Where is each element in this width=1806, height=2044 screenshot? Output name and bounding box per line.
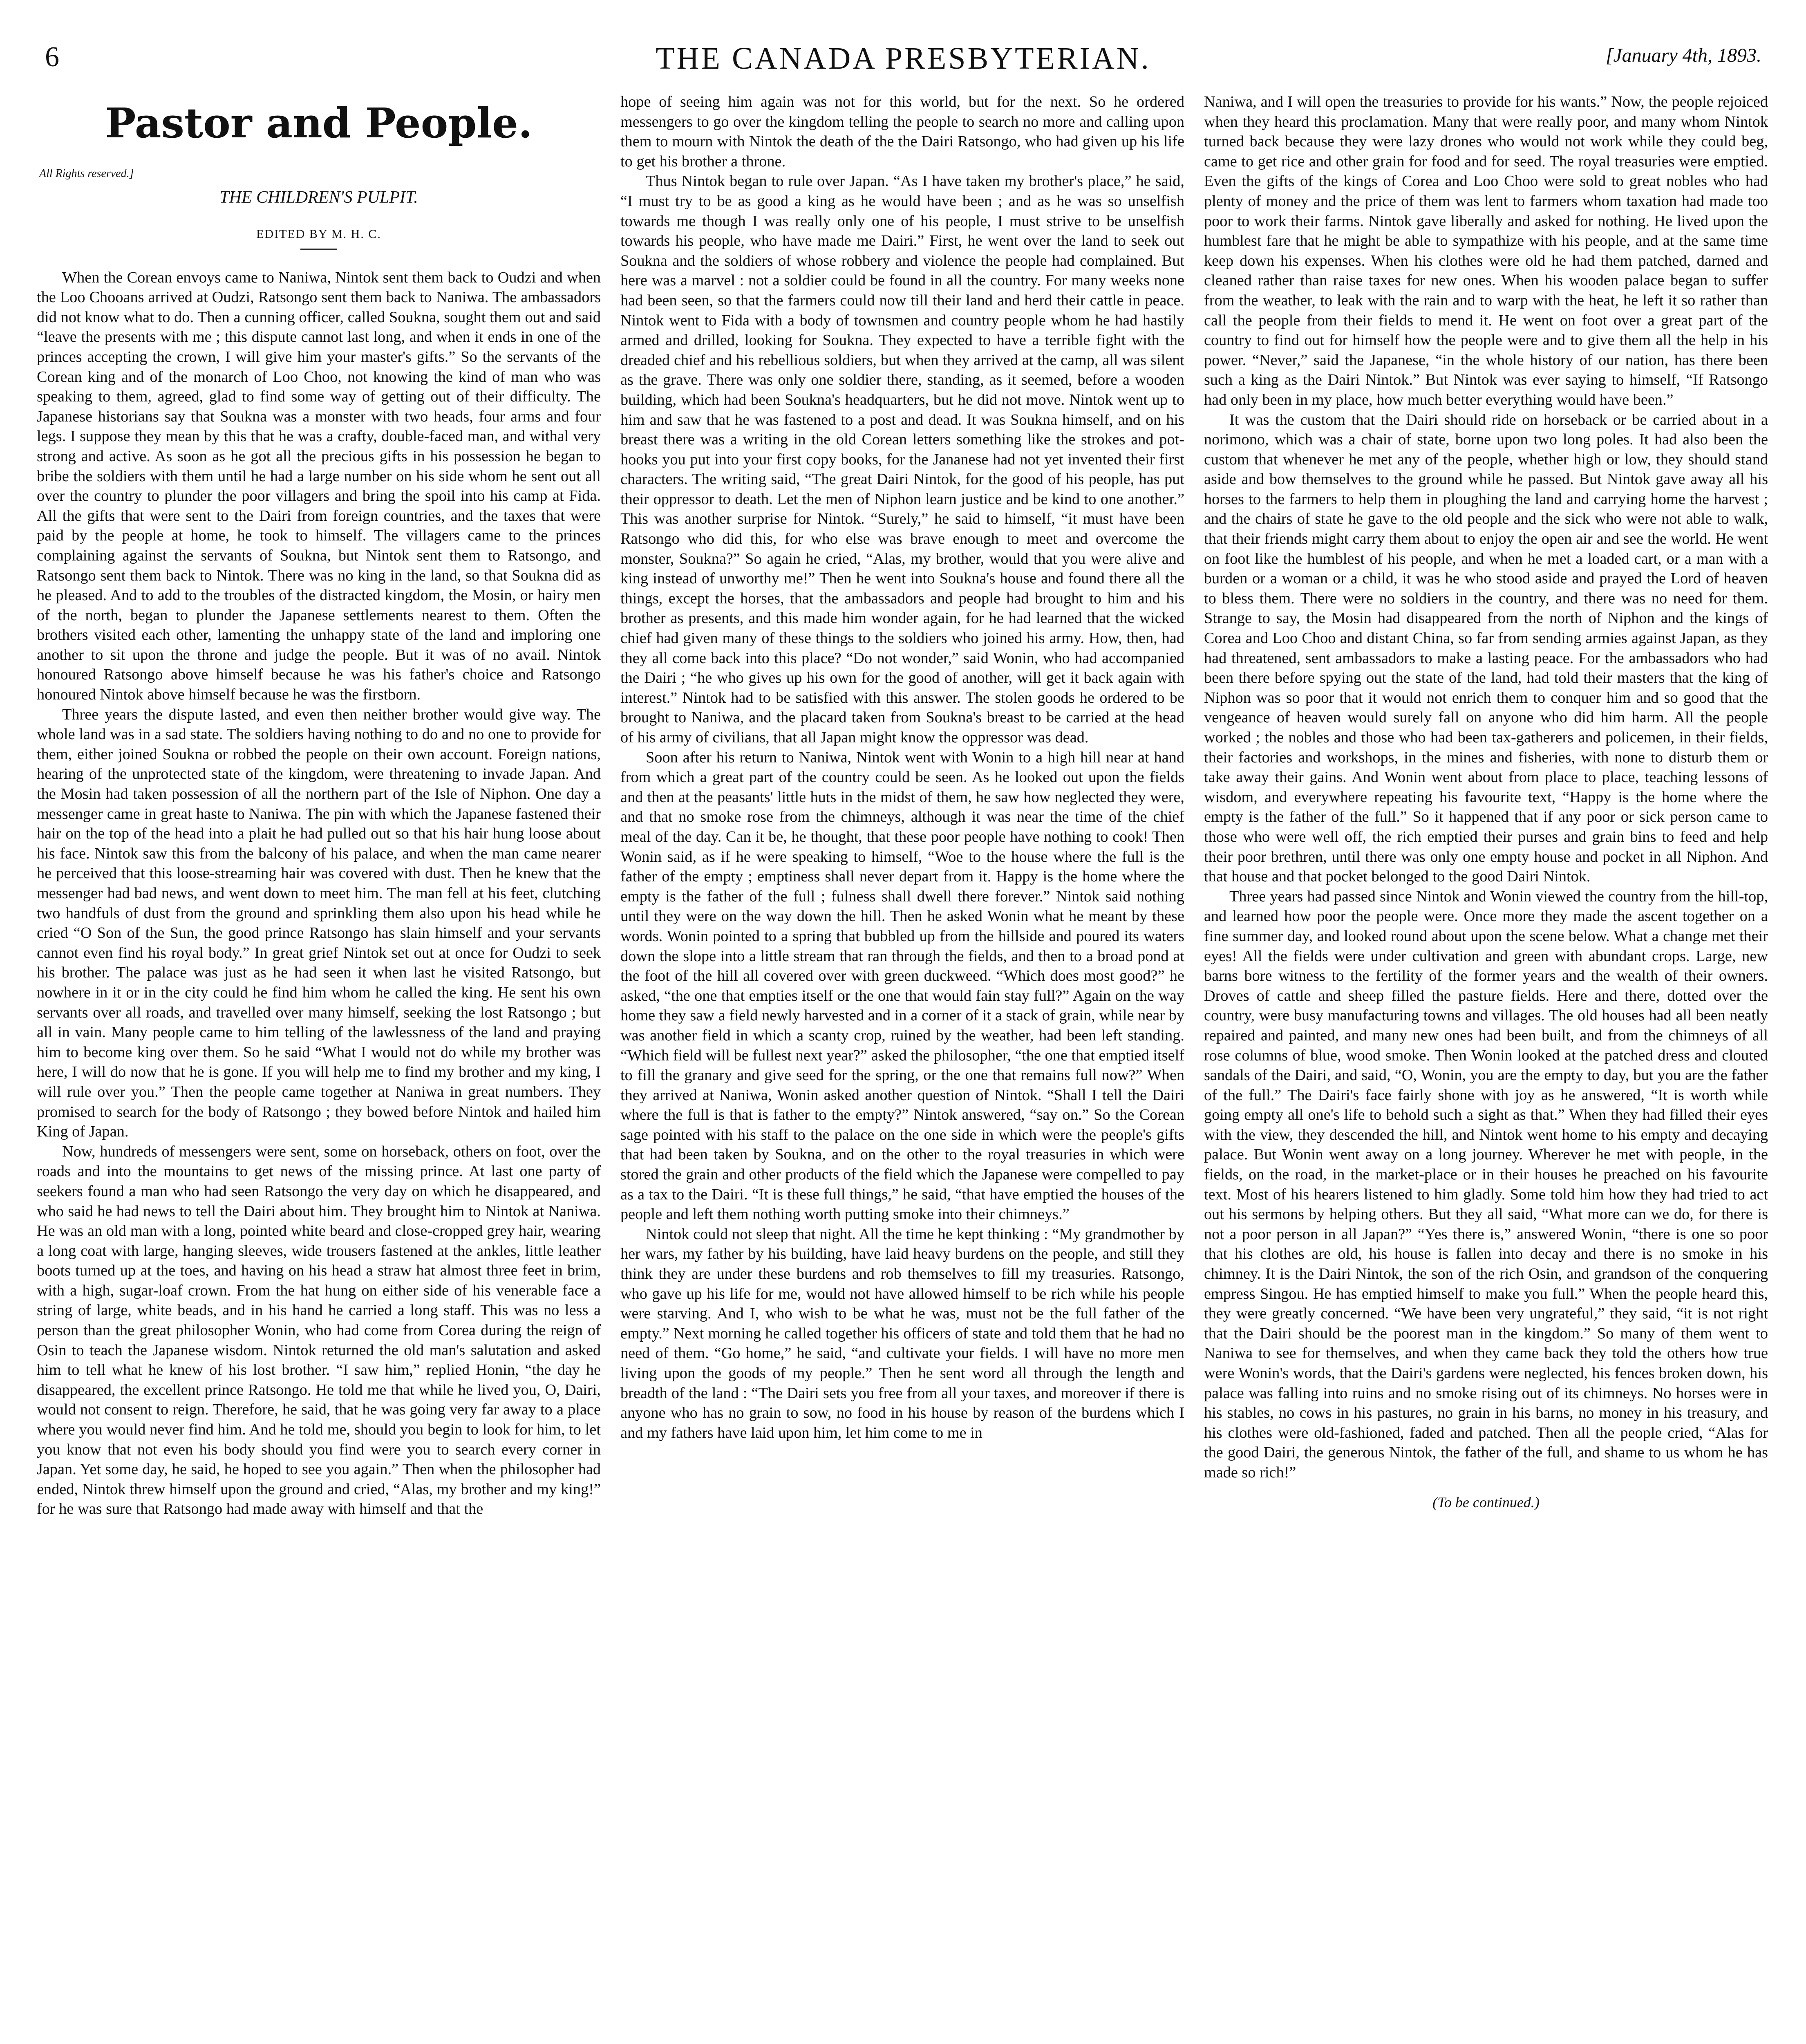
editor-credit: EDITED BY M. H. C. bbox=[256, 227, 381, 241]
to-be-continued: (To be continued.) bbox=[1432, 1494, 1540, 1511]
article-paragraph: Three years had passed since Nintok and Wonin viewed the country from the hill-top, and learned how poor the people were. Once more they made the ascent together on a fine summer day, and looked round about upon the scene below. What a change met their eyes! All the fields were under cultivation and green with abundant crops. Large, new barns bore witness to the fertility of the former years and the wealth of their owners. Droves of cattle and sheep filled the pasture fields. Here and there, dotted over the country, were busy manufacturing towns and villages. The old houses had all been neatly repaired and painted, and many new ones had been built, and from the chimneys of all rose columns of blue, wood smoke. Then Wonin looked at the patched dress and clouted sandals of the Dairi, and said, “O, Wonin, you are the empty to day, but you are the father of the full.” The Dairi's face fairly shone with joy as he answered, “It is worth while going empty all one's life to behold such a sight as that.” When they had filled their eyes with the view, they descended the hill, and Nintok went home to his empty and decaying palace. But Wonin went away on a long journey. Wherever he met with people, in the fields, on the road, in the market-place or in their houses he preached on his favourite text. Most of his hearers listened to him gladly. Some told him how they had tried to act out his sermons by helping others. But they all said, “What more can we do, for there is not a poor person in all Japan?” “Yes there is,” answered Wonin, “there is one so poor that his clothes are old, his house is fallen into decay and there is no smoke in his chimney. It is the Dairi Nintok, the son of the rich Osin, and grandson of the conquering empress Singou. He has emptied himself to make you full.” When the people heard this, they were greatly concerned. “We have been very ungrateful,” they said, “it is not right that the Dairi should be the poorest man in the kingdom.” So many of them went to Naniwa to see for themselves, and when they came back they told the others how true were Wonin's words, that the Dairi's gardens were neglected, his fences broken down, his palace was falling into ruins and no smoke rising out of its chimneys. No horses were in his stables, no cows in his pastures, no grain in his barns, no money in his treasury, and his clothes were old-fashioned, faded and patched. Then all the people cried, “Alas for the good Dairi, the generous Nintok, the father of the full, and shame to us whom he has made so rich!” bbox=[1204, 888, 1768, 1481]
article-paragraph: When the Corean envoys came to Naniwa, Nintok sent them back to Oudzi and when the Loo Chooans arrived at Oudzi, Ratsongo sent them back to Naniwa. The ambassadors did not know what to do. Then a cunning officer, called Soukna, sought them out and said “leave the presents with me ; this dispute cannot last long, and when it ends in one of the princes accepting the crown, I will give him your master's gifts.” So the servants of the Corean king and of the monarch of Loo Choo, not knowing the kind of man who was speaking to them, agreed, glad to find some way of getting out of their difficulty. The Japanese historians say that Soukna was a monster with two heads, four arms and four legs. I suppose they mean by this that he was a crafty, double-faced man, and withal very strong and active. As soon as he got all the precious gifts in his possession he began to bribe the soldiers with them until he had a large number on his side whom he sent out all over the country to plunder the poor villagers and bring the spoil into his camp at Fida. All the gifts that were sent to the Dairi from foreign countries, and the taxes that were paid by the people at home, he took to himself. The villagers came to the princes complaining against the servants of Soukna, but Nintok sent them to Ratsongo, and Ratsongo sent them back to Nintok. There was no king in the land, so that Soukna did as he pleased. And to add to the troubles of the distracted kingdom, the Mosin, or hairy men of the north, began to plunder the Japanese settlements nearest to them. Often the brothers visited each other, lamenting the unhappy state of the land and imploring one another to sit upon the throne and judge the people. But it was of no avail. Nintok honoured Ratsongo above himself because he was his father's choice and Ratsongo honoured Nintok above himself because he was the firstborn. bbox=[37, 269, 601, 704]
column-1-text bbox=[37, 268, 601, 1519]
article-paragraph: Thus Nintok began to rule over Japan. “As I have taken my brother's place,” he said, “I must try to be as good a king as he would have been ; and as he was so unselfish towards me though I was really only one of his people, I must strive to be unselfish towards his people, who have made me Dairi.” First, he went over the land to seek out Soukna and the soldiers of whose robbery and violence the people had complained. But here was a marvel : not a soldier could be found in all the country. For many weeks none had been seen, so that the farmers could now till their land and herd their cattle in peace. Nintok went to Fida with a body of townsmen and country people whom he had hastily armed and drilled, looking for Soukna. They expected to have a terrible fight with the dreaded chief and his rebellious soldiers, but when they arrived at the camp, all was silent as the grave. There was only one soldier there, standing, as it seemed, before a wooden building, which had been Soukna's headquarters, but he did not move. Nintok went up to him and saw that he was fastened to a post and dead. It was Soukna himself, and on his breast there was a writing in the old Corean letters something like the strokes and pot-hooks you put into your first copy books, for the Jananese had not yet invented their first characters. The writing said, “The great Dairi Nintok, for the good of his people, has put their oppressor to death. Let the men of Niphon learn justice and be kind to one another.” This was another surprise for Nintok. “Surely,” he said to himself, “it must have been Ratsongo who did this, for who else was brave enough to meet and overcome the monster, Soukna?” So again he cried, “Alas, my brother, would that you were alive and king instead of unworthy me!” Then he went into Soukna's house and found there all the things, except the horses, that the ambassadors and people had brought to him and his brother as presents, and this made him wonder again, for he had learned that the wicked chief had given many of these things to the soldiers who joined his army. How, then, had they all come back into this place? “Do not wonder,” said Wonin, who had accompanied the Dairi ; “he who gives up his own for the good of another, will get it back again with interest.” Nintok had to be satisfied with this answer. The stolen goods he ordered to be brought to Naniwa, and the placard taken from Soukna's breast to be carried at the head of his army of civilians, that all Japan might know the oppressor was dead. bbox=[620, 173, 1184, 746]
article-paragraph: Nintok could not sleep that night. All the time he kept thinking : “My grandmother by her wars, my father by his building, have laid heavy burdens on the people, and still they think they are under these burdens and rob themselves to fill my treasuries. Ratsongo, who gave up his life for me, would not have allowed himself to be rich while his people were starving. And I, who wish to be what he was, must not be the full father of the empty.” Next morning he called together his officers of state and told them that he had no need of them. “Go home,” he said, “and cultivate your fields. I will have no more men living upon the goods of my people.” Then he sent word all through the length and breadth of the land : “The Dairi sets you free from all your taxes, and moreover if there is anyone who has no grain to sow, no food in his house by reason of the burdens which I and my fathers have laid upon him, let him come to me in bbox=[620, 1225, 1184, 1441]
column-2-text bbox=[620, 92, 1184, 1443]
article-paragraph: It was the custom that the Dairi should ride on horseback or be carried about in a norimono, which was a chair of state, borne upon two long poles. It had also been the custom that whenever he met any of the people, whether high or low, they should stand aside and bow themselves to the ground while he passed. But Nintok gave away all his horses to the farmers to help them in ploughing the land and carrying home the harvest ; and the chairs of state he gave to the old people and the sick who were not able to walk, that their friends might carry them about to enjoy the open air and see the world. He went on foot like the humblest of his people, and when he met a loaded cart, or a man with a burden or a woman or a child, it was he who stood aside and prayed the Lord of heaven to bless them. There were no soldiers in the country, and there was no need for them. Strange to say, the Mosin had disappeared from the north of Niphon and the kings of Corea and Loo Choo and distant China, so far from sending armies against Japan, as they had threatened, sent ambassadors to make a lasting peace. For the ambassadors who had been there before spying out the state of the land, had told their masters that the king of Niphon was so poor that it would not enrich them to conquer him and so good that the vengeance of heaven would surely fall on anyone who did him harm. All the people worked ; the nobles and those who had been tax-gatherers and policemen, in their fields, their factories and workshops, in the mines and fisheries, with none to disturb them or take away their gains. And Wonin went about from place to place, teaching lessons of wisdom, and everywhere repeating his favourite text, “Happy is the home where the empty is the father of the full.” So it happened that if any poor or sick person came to those who were well off, the rich emptied their purses and grain bins to feed and help their poor brethren, until there was only one empty house and pocket in all Niphon. And that house and that pocket belonged to the good Dairi Nintok. bbox=[1204, 411, 1768, 885]
article-paragraph: Now, hundreds of messengers were sent, some on horseback, others on foot, over the roads and into the mountains to get news of the missing prince. At last one party of seekers found a man who had seen Ratsongo the very day on which he disappeared, and who said he had news to tell the Dairi about him. They brought him to Nintok at Naniwa. He was an old man with a long, pointed white beard and close-cropped grey hair, wearing a long coat with large, hanging sleeves, wide trousers fastened at the ankles, little leather boots turned up at the toes, and having on his head a straw hat almost three feet in brim, with a high, sugar-loaf crown. From the hat hung on either side of his venerable face a string of large, white beads, and in his hand he carried a long staff. This was no less a person than the great philosopher Wonin, who had come from Corea during the reign of Osin to teach the Japanese wisdom. Nintok returned the old man's salutation and asked him to tell what he knew of his lost brother. “I saw him,” replied Honin, “the day he disappeared, the excellent prince Ratsongo. He told me that while he lived you, O, Dairi, would not consent to reign. Therefore, he said, that he was going very far away to a place where you would never find him. And he told me, should you begin to look for him, to let you know that not even his body should you find were you to search every corner in Japan. Yet some day, he said, he hoped to see you again.” Then when the philosopher had ended, Nintok threw himself upon the ground and cried, “Alas, my brother and my king!” for he was sure that Ratsongo had made away with himself and that the bbox=[37, 1143, 601, 1518]
divider-rule bbox=[300, 249, 337, 250]
section-title: Pastor and People. bbox=[105, 99, 533, 147]
column-2 bbox=[620, 92, 1184, 1443]
article-heading: THE CHILDREN'S PULPIT. bbox=[219, 188, 418, 207]
issue-date: [January 4th, 1893. bbox=[1605, 45, 1761, 66]
article-paragraph: Soon after his return to Naniwa, Nintok went with Wonin to a high hill near at hand from which a great part of the country could be seen. As he looked out upon the fields and then at the peasants' little huts in the midst of them, he saw how neglected they were, and that no smoke rose from the chimneys, although it was near the time of the chief meal of the day. Can it be, he thought, that these poor people have nothing to cook! Then Wonin said, as if he were speaking to himself, “Woe to the house where the full is the father of the empty ; emptiness shall never depart from it. Happy is the home where the empty is the father of the full ; fulness shall dwell there forever.” Nintok said nothing until they were on the way down the hill. Then he asked Wonin what he meant by these words. Wonin pointed to a spring that bubbled up from the hillside and poured its waters down the slope into a little stream that ran through the fields, and then to a broad pond at the foot of the hill all covered over with green duckweed. “Which does most good?” he asked, “the one that empties itself or the one that would fain stay full?” Again on the way home they saw a field newly harvested and in a corner of it a stack of grain, while near by was another field in which a scanty crop, ruined by the weather, had been left standing. “Which field will be fullest next year?” asked the philosopher, “the one that emptied itself to fill the granary and give seed for the spring, or the one that remains full now?” When they arrived at Naniwa, Wonin asked another question of Nintok. “Shall I tell the Dairi where the full is that is father to the empty?” Nintok answered, “say on.” So the Corean sage pointed with his staff to the palace on the one side in which were the people's gifts that had been taken by Soukna, and on the other to the royal treasuries in which were stored the grain and other products of the field which the Japanese were compelled to pay as a tax to the Dairi. “It is these full things,” he said, “that have emptied the houses of the people and left them nothing worth putting smoke into their chimneys.” bbox=[620, 749, 1184, 1223]
newspaper-title: THE CANADA PRESBYTERIAN. bbox=[656, 41, 1151, 76]
masthead bbox=[45, 41, 1761, 78]
rights-notice: All Rights reserved.] bbox=[39, 167, 134, 180]
page-number: 6 bbox=[45, 41, 59, 73]
article-paragraph: hope of seeing him again was not for this world, but for the next. So he ordered messengers to go over the kingdom telling the people to search no more and calling upon them to mourn with Nintok the death of the the Dairi Ratsongo, who had given up his life to get his brother a throne. bbox=[620, 93, 1184, 170]
column-1 bbox=[37, 92, 601, 1519]
article-paragraph: Three years the dispute lasted, and even then neither brother would give way. The whole land was in a sad state. The soldiers having nothing to do and no one to provide for them, either joined Soukna or robbed the people on their own account. Foreign nations, hearing of the unprotected state of the kingdom, were threatening to invade Japan. And the Mosin had taken possession of all the northern part of the Isle of Niphon. One day a messenger came in great haste to Naniwa. The pin with which the Japanese fastened their hair on the top of the head into a plait he had pulled out so that his hair hung loose about his face. Nintok saw this from the balcony of his palace, and when the man came nearer he perceived that this loose-streaming hair was covered with dust. Then he knew that the messenger had bad news, and went down to meet him. The man fell at his feet, clutching two handfuls of dust from the ground and sprinkling them also upon his head while he cried “O Son of the Sun, the good prince Ratsongo has slain himself and your servants cannot even find his royal body.” In great grief Nintok set out at once for Oudzi to seek his brother. The palace was just as he had seen it when last he visited Ratsongo, but nowhere in it or in the city could he find him whom he called the king. He sent his own servants over all roads, and travelled over many himself, seeking the lost Ratsongo ; but all in vain. Many people came to him telling of the lawlessness of the land and praying him to become king over them. So he said “What I would not do while my brother was here, I will do now that he is gone. If you will help me to find my brother and my king, I will rule over you.” Then the people came together at Naniwa in great numbers. They promised to search for the body of Ratsongo ; they bowed before Nintok and hailed him King of Japan. bbox=[37, 706, 601, 1141]
column-3-text bbox=[1204, 92, 1768, 1483]
column-3 bbox=[1204, 92, 1768, 1512]
article-paragraph: Naniwa, and I will open the treasuries to provide for his wants.” Now, the people rejoiced when they heard this proclamation. Many that were really poor, and many whom Nintok turned back because they were lazy drones who would not work while they could beg, came to get rice and other grain for food and for seed. The royal treasuries were emptied. Even the gifts of the kings of Corea and Loo Choo were sold to great nobles who had plenty of money and the price of them was lent to farmers whom taxation had made too poor to work their farms. Nintok gave liberally and asked for nothing. He lived upon the humblest fare that he might be able to sympathize with his people, and at the same time keep down his expenses. When his clothes were old he had them patched, darned and cleaned rather than raise taxes for new ones. When his wooden palace began to suffer from the weather, to leak with the rain and to warp with the heat, he left it so rather than call the people from their fields to mend it. He went on foot over a great part of the country to find out for himself how the people were and to give them all the help in his power. “Never,” said the Japanese, “in the whole history of our nation, has there been such a king as the Dairi Nintok.” But Nintok was ever saying to himself, “If Ratsongo had only been in my place, how much better everything would have been.” bbox=[1204, 93, 1768, 408]
